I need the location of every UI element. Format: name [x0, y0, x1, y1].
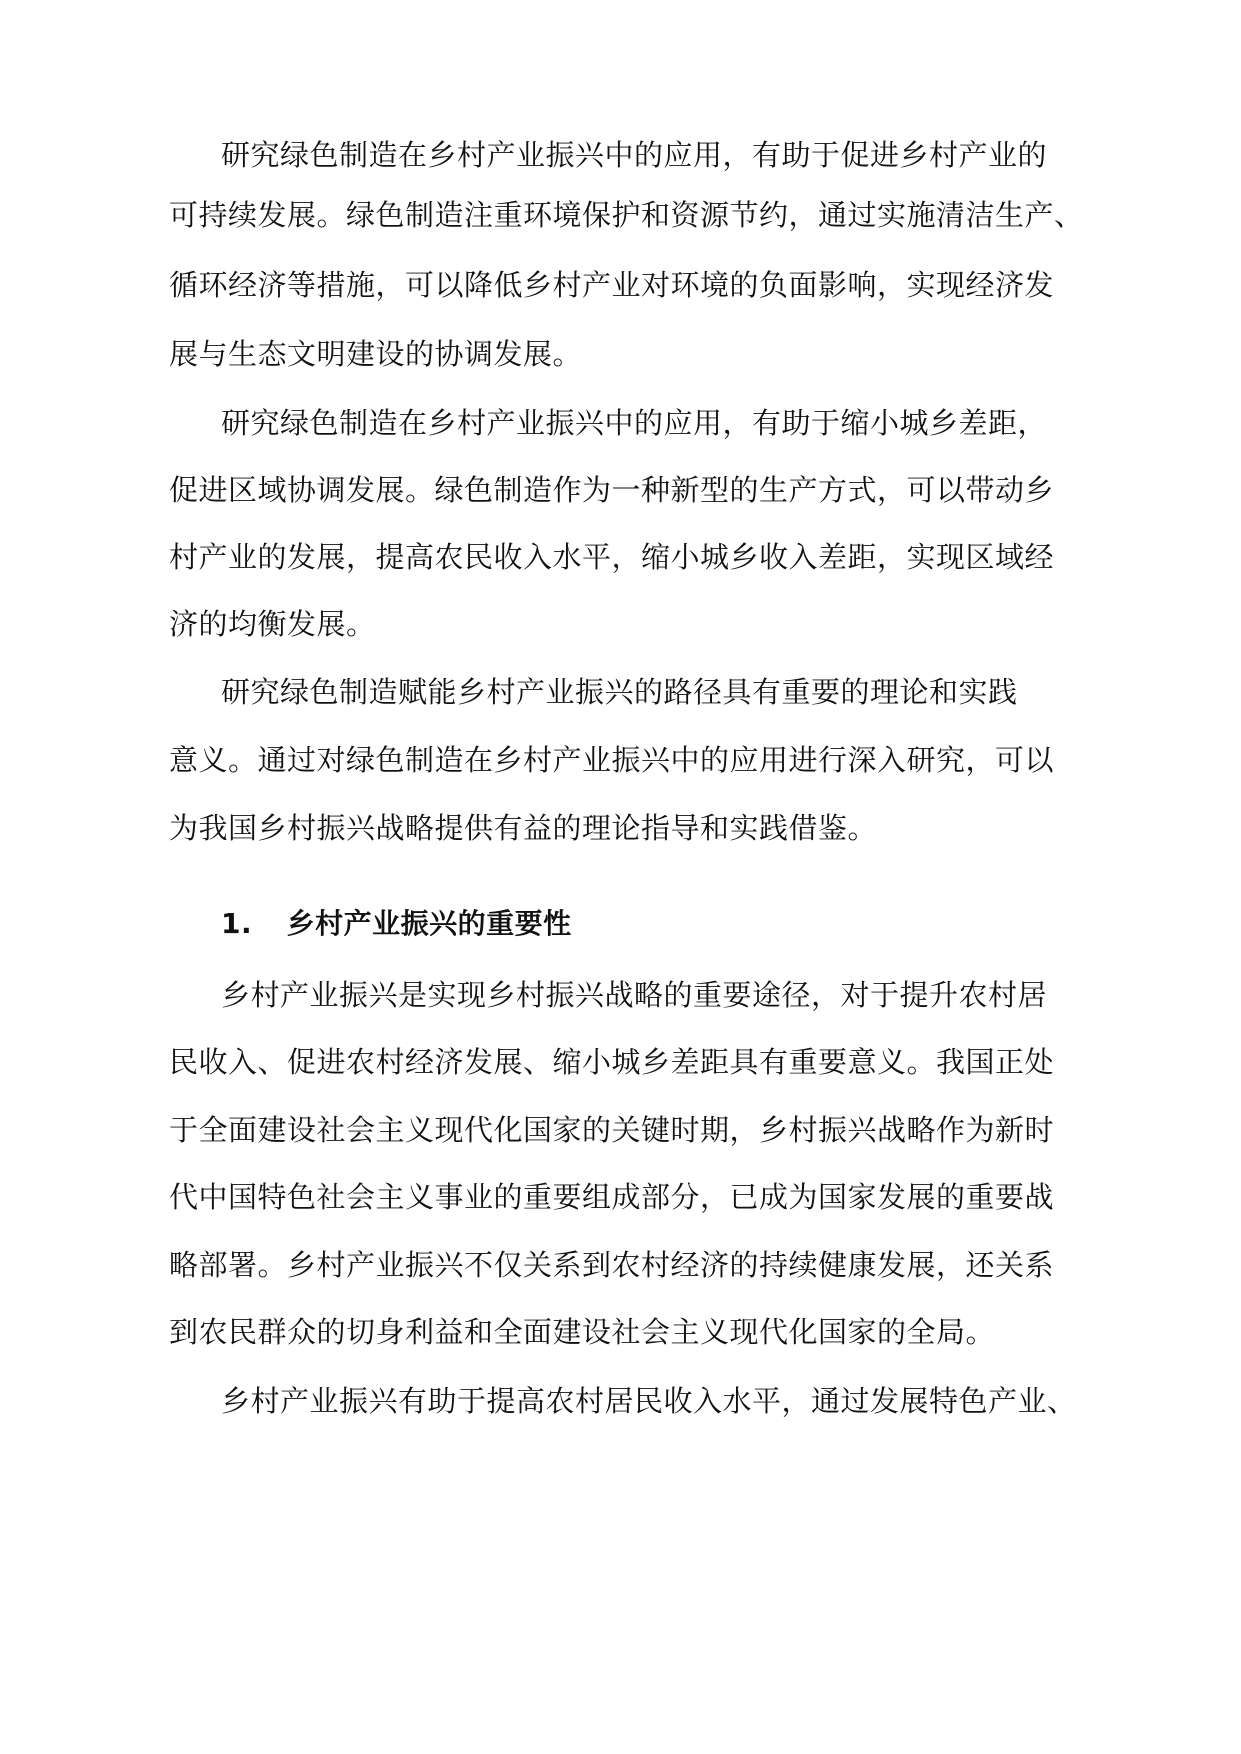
section-paragraph-1-line-1: 乡村产业振兴是实现乡村振兴战略的重要途径，对于提升农村居 [221, 978, 1048, 1012]
paragraph-1-line-3: 循环经济等措施，可以降低乡村产业对环境的负面影响，实现经济发 [169, 268, 1055, 302]
paragraph-1-line-2: 可持续发展。绿色制造注重环境保护和资源节约，通过实施清洁生产、 [169, 198, 1084, 232]
paragraph-2-line-4: 济的均衡发展。 [169, 607, 376, 641]
section-paragraph-1-line-2: 民收入、促进农村经济发展、缩小城乡差距具有重要意义。我国正处 [169, 1045, 1055, 1079]
section-paragraph-1-line-3: 于全面建设社会主义现代化国家的关键时期，乡村振兴战略作为新时 [169, 1113, 1055, 1147]
paragraph-3-line-2: 意义。通过对绿色制造在乡村产业振兴中的应用进行深入研究，可以 [169, 743, 1055, 777]
paragraph-2-line-3: 村产业的发展，提高农民收入水平，缩小城乡收入差距，实现区域经 [169, 540, 1055, 574]
paragraph-3-line-3: 为我国乡村振兴战略提供有益的理论指导和实践借鉴。 [169, 811, 878, 845]
paragraph-2-line-1: 研究绿色制造在乡村产业振兴中的应用，有助于缩小城乡差距， [221, 406, 1048, 440]
section-paragraph-1-line-4: 代中国特色社会主义事业的重要组成部分，已成为国家发展的重要战 [169, 1180, 1055, 1214]
section-paragraph-1-line-5: 略部署。乡村产业振兴不仅关系到农村经济的持续健康发展，还关系 [169, 1248, 1055, 1282]
paragraph-1-line-1: 研究绿色制造在乡村产业振兴中的应用，有助于促进乡村产业的 [221, 138, 1048, 172]
paragraph-1-line-4: 展与生态文明建设的协调发展。 [169, 337, 583, 371]
section-heading [221, 904, 572, 944]
paragraph-2-line-2: 促进区域协调发展。绿色制造作为一种新型的生产方式，可以带动乡 [169, 473, 1055, 507]
section-title: 乡村产业振兴的重要性 [286, 907, 572, 940]
section-paragraph-2-line-1: 乡村产业振兴有助于提高农村居民收入水平，通过发展特色产业、 [221, 1384, 1077, 1418]
paragraph-3-line-1: 研究绿色制造赋能乡村产业振兴的路径具有重要的理论和实践 [221, 675, 1018, 709]
section-number: 1. [221, 907, 253, 940]
section-paragraph-1-line-6: 到农民群众的切身利益和全面建设社会主义现代化国家的全局。 [169, 1315, 996, 1349]
